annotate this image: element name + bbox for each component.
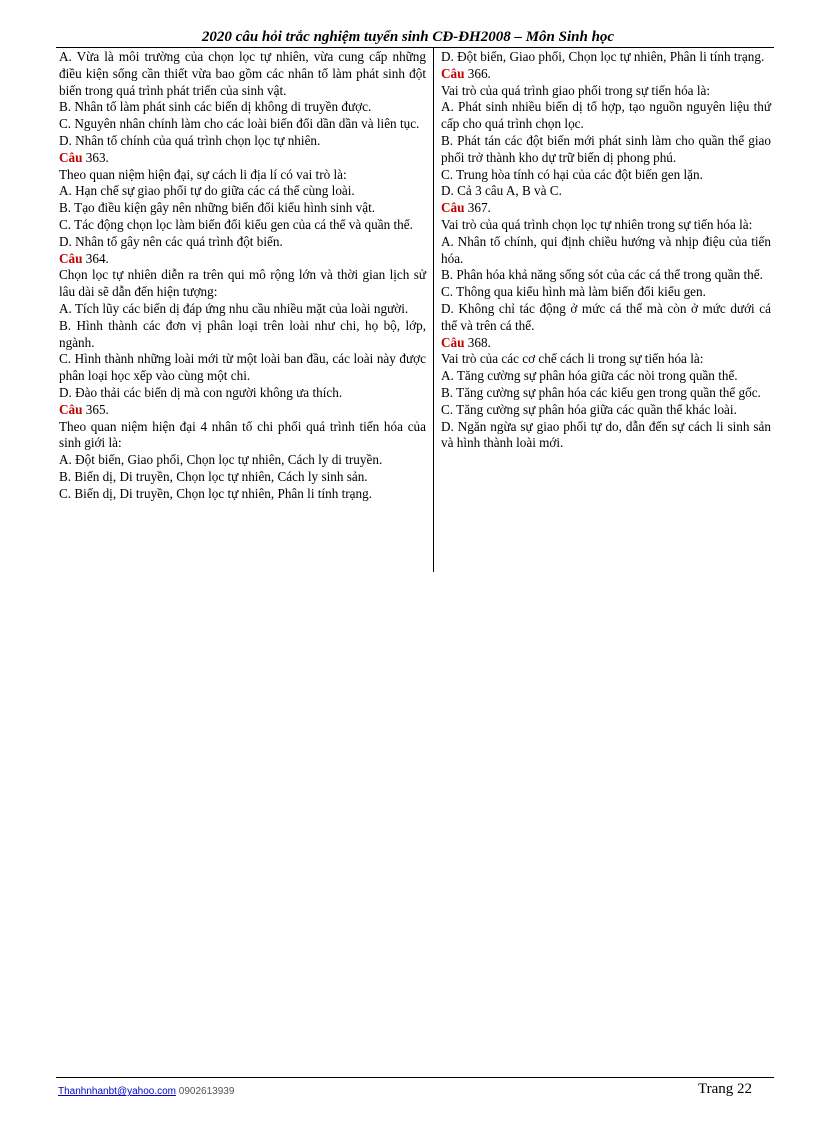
footer-email-link[interactable]: Thanhnhanbt@yahoo.com	[58, 1086, 177, 1097]
question-heading	[59, 150, 426, 167]
text-line: Theo quan niệm hiện đại 4 nhân tố chi phối quá trình tiến hóa của sinh giới là:	[59, 418, 426, 451]
text-line: C. Trung hòa tính có hại của các đột biến gen lặn.	[441, 166, 703, 182]
text-line: D. Ngăn ngừa sự giao phối tự do, dẫn đến sự cách li sinh sản và hình thành loài mới.	[441, 418, 771, 451]
text-line: Theo quan niệm hiện đại, sự cách li địa lí có vai trò là:	[59, 166, 347, 182]
text-line: D. Không chỉ tác động ở mức cá thể mà còn ở mức dưới cá thể và trên cá thể.	[441, 300, 771, 333]
header-rule	[56, 47, 774, 48]
question-label: Câu	[441, 200, 465, 216]
question-number: 364.	[82, 250, 109, 266]
question-number: 366.	[464, 65, 491, 81]
text-line: B. Phân hóa khả năng sống sót của các cá thể trong quần thể.	[441, 267, 763, 283]
question-heading	[59, 402, 426, 419]
text-line: A. Đột biến, Giao phối, Chọn lọc tự nhiên, Cách ly di truyền.	[59, 452, 383, 468]
question-label: Câu	[441, 65, 465, 81]
text-line: D. Cả 3 câu A, B và C.	[441, 183, 562, 199]
page-header-title: 2020 câu hỏi trắc nghiệm tuyển sinh CĐ-ĐH2008 – Môn Sinh học	[201, 29, 615, 45]
footer-phone: 0902613939	[176, 1086, 235, 1097]
question-heading	[441, 200, 771, 217]
text-line: A. Nhân tố chính, qui định chiều hướng và nhịp điệu của tiến hóa.	[441, 233, 771, 266]
text-line: Vai trò của quá trình giao phối trong sự tiến hóa là:	[441, 82, 711, 98]
question-number: 363.	[82, 149, 109, 165]
right-column	[441, 49, 771, 452]
text-line: C. Biến dị, Di truyền, Chọn lọc tự nhiên, Phân li tính trạng.	[59, 485, 372, 501]
text-line: C. Thông qua kiểu hình mà làm biến đổi kiểu gen.	[441, 284, 706, 300]
text-line: B. Nhân tố làm phát sinh các biến dị không di truyền được.	[59, 99, 372, 115]
text-line: A. Tăng cường sự phân hóa giữa các nòi trong quần thể.	[441, 368, 738, 384]
question-number: 367.	[464, 200, 491, 216]
text-line: Vai trò của các cơ chế cách li trong sự tiến hóa là:	[441, 351, 704, 367]
text-line: Chọn lọc tự nhiên diễn ra trên qui mô rộng lớn và thời gian lịch sử lâu dài sẽ dẫn đến hiện tượng:	[59, 267, 426, 300]
text-line: B. Tạo điều kiện gây nên những biến đổi kiểu hình sinh vật.	[59, 200, 376, 216]
text-line: A. Phát sinh nhiều biến dị tổ hợp, tạo nguồn nguyên liệu thứ cấp cho quá trình chọn lọc.	[441, 99, 771, 132]
question-heading	[59, 251, 426, 268]
text-line: C. Nguyên nhân chính làm cho các loài biến đổi dần dần và liên tục.	[59, 116, 420, 132]
text-line: B. Tăng cường sự phân hóa các kiểu gen trong quần thể gốc.	[441, 384, 761, 400]
text-line: C. Tăng cường sự phân hóa giữa các quần thể khác loài.	[441, 401, 737, 417]
text-line: Vai trò của quá trình chọn lọc tự nhiên trong sự tiến hóa là:	[441, 216, 753, 232]
text-line: B. Biến dị, Di truyền, Chọn lọc tự nhiên, Cách ly sinh sản.	[59, 468, 368, 484]
text-line: D. Đào thải các biến dị mà con người không ưa thích.	[59, 384, 343, 400]
page-number: Trang 22	[698, 1081, 753, 1097]
text-line: A. Vừa là môi trường của chọn lọc tự nhiên, vừa cung cấp những điều kiện sống cần thiết vừa bao gồm các nhân tố làm phát sinh đột biến trong quá trình phát triển của sinh vật.	[59, 49, 426, 98]
text-line: B. Phát tán các đột biến mới phát sinh làm cho quần thể giao phối trở thành kho dự trữ biến dị phong phú.	[441, 132, 771, 165]
question-number: 365.	[82, 401, 109, 417]
question-number: 368.	[464, 334, 491, 350]
text-line: A. Tích lũy các biến dị đáp ứng nhu cầu nhiều mặt của loài người.	[59, 300, 409, 316]
text-line: D. Đột biến, Giao phối, Chọn lọc tự nhiên, Phân li tính trạng.	[441, 49, 765, 64]
text-line: D. Nhân tố chính của quá trình chọn lọc tự nhiên.	[59, 132, 321, 148]
question-heading	[441, 66, 771, 83]
question-label: Câu	[59, 149, 83, 165]
text-line: C. Tác động chọn lọc làm biến đổi kiểu gen của cá thể và quần thể.	[59, 216, 413, 232]
footer-rule	[56, 1077, 774, 1078]
question-label: Câu	[441, 334, 465, 350]
column-divider	[433, 47, 434, 572]
question-heading	[441, 335, 771, 352]
text-line: B. Hình thành các đơn vị phân loại trên loài như chi, họ bộ, lớp, ngành.	[59, 317, 426, 350]
text-line: C. Hình thành những loài mới từ một loài ban đầu, các loài này được phân loại học xếp vào cùng một chi.	[59, 351, 426, 384]
question-label: Câu	[59, 250, 83, 266]
text-line: A. Hạn chế sự giao phối tự do giữa các cá thể cùng loài.	[59, 183, 355, 199]
text-line: D. Nhân tố gây nên các quá trình đột biến.	[59, 233, 283, 249]
left-column	[59, 49, 426, 503]
footer-contact	[58, 1086, 234, 1097]
question-label: Câu	[59, 401, 83, 417]
